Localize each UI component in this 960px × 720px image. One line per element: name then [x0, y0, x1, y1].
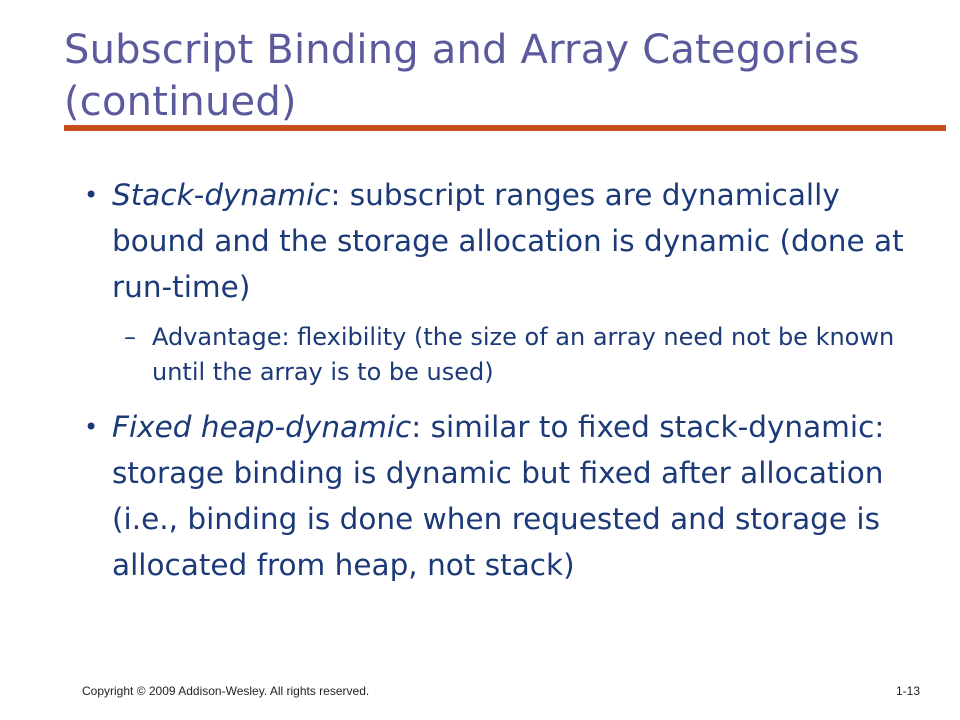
bullet-term: Stack-dynamic	[112, 178, 331, 212]
bullet-dot: •	[84, 413, 99, 441]
sub-bullet-advantage	[84, 320, 914, 390]
footer-copyright: Copyright © 2009 Addison-Wesley. All rights reserved.	[82, 684, 370, 698]
sub-bullet-text: Advantage: flexibility (the size of an array need not be known until the array is to be used)	[152, 323, 895, 386]
bullet-term: Fixed heap-dynamic	[112, 410, 412, 444]
slide-content	[84, 172, 914, 588]
bullet-text: : subscript ranges are dynamically bound and the storage allocation is dynamic (done at run-time)	[112, 178, 904, 304]
slide-title: Subscript Binding and Array Categories (continued)	[64, 27, 860, 125]
footer-page-number: 1-13	[895, 684, 920, 698]
bullet-stack-dynamic	[84, 172, 914, 310]
title-divider	[64, 125, 946, 131]
sub-bullet-dash: –	[124, 323, 136, 351]
bullet-text: : similar to fixed stack-dynamic: storage binding is dynamic but fixed after allocation (i.e., binding is done when requested and storage is allocated from heap, not stack)	[112, 410, 885, 582]
bullet-fixed-heap-dynamic	[84, 404, 914, 588]
bullet-dot: •	[84, 181, 99, 209]
